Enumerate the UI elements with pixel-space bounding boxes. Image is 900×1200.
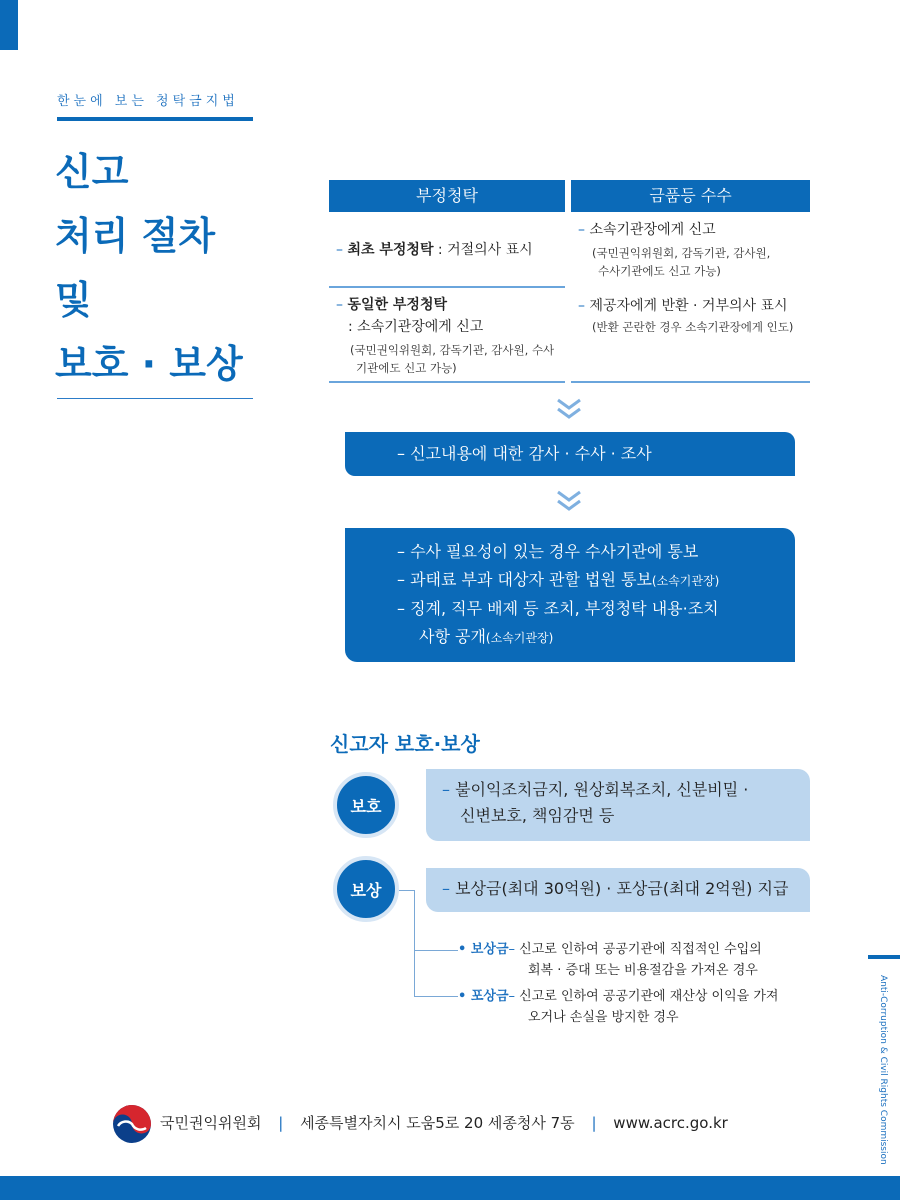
column-heading-solicitation: 부정청탁 xyxy=(329,180,565,212)
government-logo-icon xyxy=(112,1104,152,1144)
gifts-item-return-note: (반환 곤란한 경우 소속기관장에게 인도) xyxy=(592,320,794,334)
column-bottom-rule xyxy=(329,381,565,383)
footer-url[interactable]: www.acrc.go.kr xyxy=(613,1114,728,1132)
reward-detail-compensation: • 보상금– 신고로 인하여 공공기관에 직접적인 수입의 xyxy=(458,942,762,957)
footer-line: 국민권익위원회 | 세종특별자치시 도움5로 20 세종청사 7동 | www.acrc.go.kr xyxy=(160,1114,728,1132)
gifts-item-report-note-1: (국민권익위원회, 감독기관, 감사원, xyxy=(592,246,771,260)
title-line-4: 보호 · 보상 xyxy=(55,342,243,386)
chevron-down-icon xyxy=(555,396,583,424)
gifts-item-return: – 제공자에게 반환 · 거부의사 표시 xyxy=(578,298,788,314)
reward-line: – 보상금(최대 30억원) · 포상금(최대 2억원) 지급 xyxy=(442,879,789,898)
reward-detail-bonus-line2: 오거나 손실을 방지한 경우 xyxy=(528,1010,679,1025)
reward-detail-compensation-line2: 회복 · 증대 또는 비용절감을 가져온 경우 xyxy=(528,963,758,978)
protection-line-2: 신변보호, 책임감면 등 xyxy=(460,806,615,825)
title-line-1: 신고 xyxy=(55,150,129,194)
side-accent-bar xyxy=(868,955,900,959)
outcome-line-2: – 과태료 부과 대상자 관할 법원 통보(소속기관장) xyxy=(397,570,720,589)
title-divider xyxy=(57,398,253,399)
kicker-underline xyxy=(57,117,253,121)
protection-circle-label: 보호 xyxy=(333,772,399,838)
tree-connector xyxy=(414,996,458,997)
page-title xyxy=(55,140,243,396)
protection-line-1: – 불이익조치금지, 원상회복조치, 신분비밀 · xyxy=(442,780,749,799)
column-divider xyxy=(329,286,565,288)
title-line-2: 처리 절차 xyxy=(55,214,216,258)
outcome-line-4: 사항 공개(소속기관장) xyxy=(419,627,554,646)
protection-section-title: 신고자 보호·보상 xyxy=(330,732,480,756)
solicitation-item-repeat: – 동일한 부정청탁 xyxy=(336,297,447,313)
tree-connector xyxy=(414,890,415,996)
title-line-3: 및 xyxy=(55,278,92,322)
column-heading-gifts: 금품등 수수 xyxy=(571,180,810,212)
column-bottom-rule-right xyxy=(571,381,810,383)
footer-address: 세종특별자치시 도움5로 20 세종청사 7동 xyxy=(300,1114,575,1132)
reward-circle-label: 보상 xyxy=(333,856,399,922)
outcome-line-3: – 징계, 직무 배제 등 조치, 부정청탁 내용·조치 xyxy=(397,599,719,618)
top-accent-bar xyxy=(0,0,18,50)
outcome-step-box xyxy=(345,528,795,662)
gifts-item-report: – 소속기관장에게 신고 xyxy=(578,222,716,238)
tree-connector xyxy=(414,950,458,951)
gifts-item-report-note-2: 수사기관에도 신고 가능) xyxy=(598,264,721,278)
reward-detail-bonus: • 포상금– 신고로 인하여 공공기관에 재산상 이익을 가져 xyxy=(458,989,779,1004)
solicitation-item-repeat-note-1: (국민권익위원회, 감독기관, 감사원, 수사 xyxy=(350,343,555,357)
footer-org: 국민권익위원회 xyxy=(160,1114,262,1132)
reward-panel xyxy=(426,868,810,912)
kicker-text: 한눈에 보는 청탁금지법 xyxy=(57,94,239,109)
outcome-line-1: – 수사 필요성이 있는 경우 수사기관에 통보 xyxy=(397,542,699,561)
bottom-accent-bar xyxy=(0,1176,900,1200)
solicitation-item-repeat-line2: : 소속기관장에게 신고 xyxy=(348,319,484,335)
tree-connector xyxy=(399,890,415,891)
solicitation-item-repeat-note-2: 기관에도 신고 가능) xyxy=(356,361,457,375)
protection-panel xyxy=(426,769,810,841)
side-org-english: Anti-Corruption & Civil Rights Commission xyxy=(878,975,888,1165)
chevron-down-icon xyxy=(555,488,583,516)
investigation-step-box: – 신고내용에 대한 감사 · 수사 · 조사 xyxy=(345,432,795,476)
solicitation-item-first: – 최초 부정청탁 : 거절의사 표시 xyxy=(336,242,533,258)
